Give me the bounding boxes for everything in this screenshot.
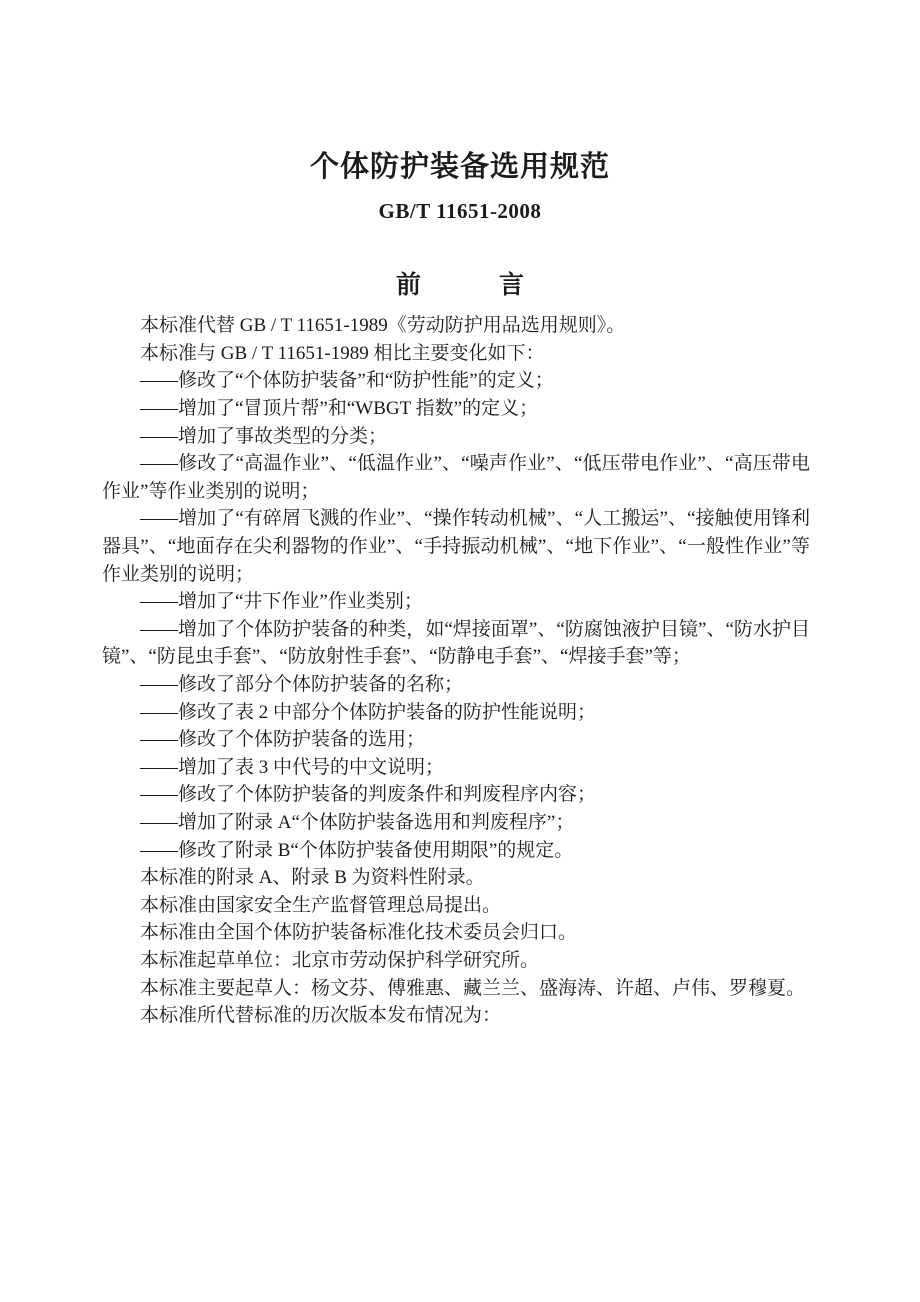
document-title: 个体防护装备选用规范 xyxy=(309,151,610,183)
paragraph: 本标准由全国个体防护装备标准化技术委员会归口。 xyxy=(140,922,578,944)
paragraph: ——修改了“高温作业”、“低温作业”、“噪声作业”、“低压带电作业”、“高压带电作业”等作业类别的说明； xyxy=(102,453,810,502)
paragraph: ——修改了表 2 中部分个体防护装备的防护性能说明； xyxy=(140,701,597,723)
paragraph: 本标准由国家安全生产监督管理总局提出。 xyxy=(140,894,502,916)
paragraph: ——增加了事故类型的分类； xyxy=(140,425,388,447)
paragraph: ——修改了个体防护装备的选用； xyxy=(140,729,426,751)
paragraph: 本标准与 GB / T 11651-1989 相比主要变化如下： xyxy=(140,342,545,364)
paragraph: ——增加了表 3 中代号的中文说明； xyxy=(140,756,445,778)
paragraph: ——增加了附录 A“个体防护装备选用和判废程序”； xyxy=(140,811,575,833)
paragraph: ——修改了部分个体防护装备的名称； xyxy=(140,674,464,696)
paragraph: 本标准所代替标准的历次版本发布情况为： xyxy=(140,1005,502,1027)
paragraph: 本标准的附录 A、附录 B 为资料性附录。 xyxy=(140,867,485,889)
paragraph: ——增加了个体防护装备的种类，如“焊接面罩”、“防腐蚀液护目镜”、“防水护目镜”、“防昆虫手套”、“防放射性手套”、“防静电手套”、“焊接手套”等； xyxy=(102,618,810,668)
paragraph: 本标准代替 GB / T 11651-1989《劳动防护用品选用规则》。 xyxy=(140,315,626,337)
paragraph: 本标准主要起草人：杨文芬、傅雅惠、藏兰兰、盛海涛、许超、卢伟、罗穆夏。 xyxy=(140,977,806,999)
foreword-heading-char-left: 前 xyxy=(395,271,421,299)
foreword-heading xyxy=(0,272,920,300)
paragraph: ——增加了“井下作业”作业类别； xyxy=(140,591,423,613)
paragraph: ——修改了“个体防护装备”和“防护性能”的定义； xyxy=(140,370,554,392)
paragraph: ——修改了个体防护装备的判废条件和判废程序内容； xyxy=(140,784,597,806)
paragraph: ——修改了附录 B“个体防护装备使用期限”的规定。 xyxy=(140,839,574,861)
foreword-heading-char-right: 言 xyxy=(499,271,525,299)
paragraph: ——增加了“有碎屑飞溅的作业”、“操作转动机械”、“人工搬运”、“接触使用锋利器具”、“地面存在尖利器物的作业”、“手持振动机械”、“地下作业”、“一般性作业”等作业类别的说明； xyxy=(102,508,810,585)
paragraph: 本标准起草单位：北京市劳动保护科学研究所。 xyxy=(140,949,540,971)
paragraph: ——增加了“冒顶片帮”和“WBGT 指数”的定义； xyxy=(140,398,539,420)
document-body xyxy=(102,312,810,1029)
standard-code: GB/T 11651-2008 xyxy=(378,198,542,223)
